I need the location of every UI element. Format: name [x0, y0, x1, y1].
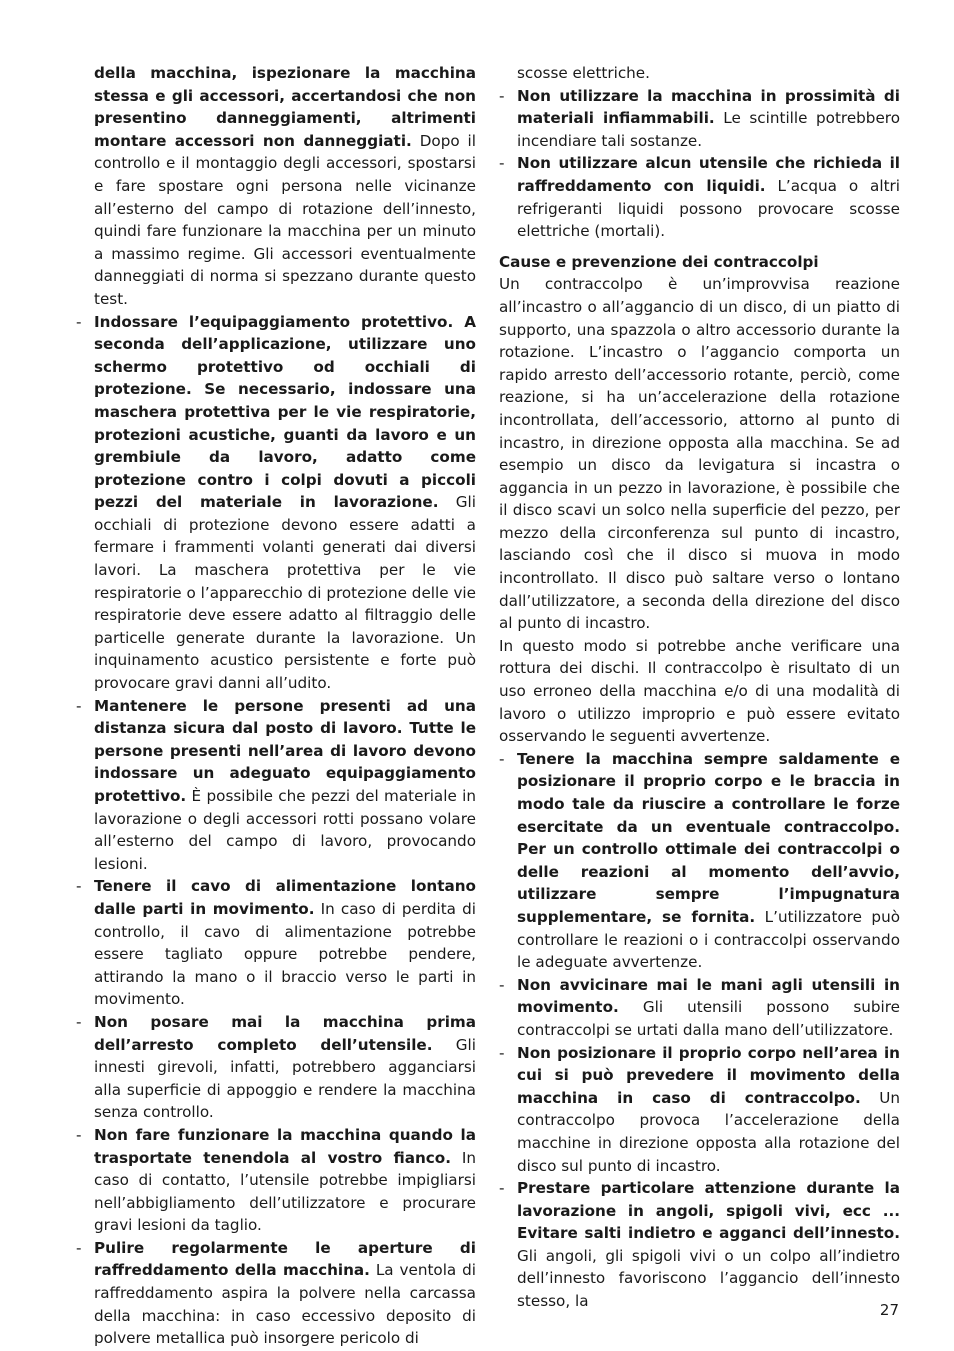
- warning-item: [499, 974, 900, 1042]
- warning-item: [76, 875, 476, 1011]
- section-heading: Cause e prevenzione dei contraccolpi: [499, 252, 819, 271]
- warning-bold: Prestare particolare attenzione durante la lavorazione in angoli, spigoli vivi, ecc ... Evitare salti indietro e agganci dell’innesto.: [517, 1179, 900, 1243]
- intro-paragraph: [76, 62, 476, 311]
- body-paragraph: Un contraccolpo è un’improvvisa reazione all’incastro o all’aggancio di un disco, di un piatto di supporto, una spazzola o altro accessorio durante la rotazione. L’incastro o l’aggancio comporta un rapido arresto dell’accessorio rotante, perciò, come reazione, si ha un’accelerazione della rotazione incontrollata, dell’accessorio, attorno al punto di incastro, in direzione opposta alla macchina. Se ad esempio un disco da levigatura si incastra o aggancia in un pezzo in lavorazione, è possibile che il disco scavi un solco nella superficie del pezzo, per mezzo della circonferenza sul punto di incastro, lasciando così che il disco si muova in modo incontrollato. Il disco può saltare verso o lontano dall’utilizzatore, a seconda della direzione del disco al punto di incastro.: [499, 275, 900, 633]
- continuation-text: scosse elettriche.: [517, 64, 650, 82]
- warning-bold: Tenere il cavo di alimentazione lontano dalle parti in movimento.: [94, 877, 476, 918]
- warning-bold: Tenere la macchina sempre saldamente e posizionare il proprio corpo e le braccia in modo tale da riuscire a controllare le forze esercitate da un eventuale contraccolpo. Per un controllo ottimale dei contraccolpi o delle reazioni al momento dell’avvio, utilizzare sempre l’impugnatura supplementare, se fornita.: [517, 749, 900, 926]
- warning-item: [76, 311, 476, 695]
- warning-text: Gli utensili possono subire contraccolpi se urtati dalla mano dell’utilizzatore.: [517, 998, 900, 1039]
- body-paragraph: In questo modo si potrebbe anche verificare una rottura dei dischi. Il contraccolpo è risultato di un uso erroneo della macchina e/o di una modalità di lavoro o utilizzo improprio e può essere evitato osservando le seguenti avvertenze.: [499, 636, 900, 746]
- dash-bullet: -: [499, 154, 505, 173]
- warning-item: [76, 1124, 476, 1237]
- warning-text: Le scintille potrebbero incendiare tali sostanze.: [517, 109, 900, 150]
- warning-item: [499, 748, 900, 974]
- warning-bold: Non avvicinare mai le mani agli utensili in movimento.: [517, 975, 900, 1017]
- dash-bullet: -: [76, 1238, 82, 1257]
- warning-item: [76, 1237, 476, 1350]
- warning-text: È possibile che pezzi del materiale in lavorazione o degli accessori rotti possano volare all’esterno del campo di lavoro, provocando lesioni.: [94, 787, 476, 873]
- warning-bold: Non utilizzare la macchina in prossimità di materiali infiammabili.: [517, 86, 900, 128]
- warning-text: L’utilizzatore può controllare le reazioni o i contraccolpi osservando le adeguate avvertenze.: [517, 907, 900, 972]
- dash-bullet: -: [499, 749, 505, 768]
- warning-bold: Non fare funzionare la macchina quando la trasportate tenendola al vostro fianco.: [94, 1125, 476, 1167]
- right-column: [499, 62, 900, 1313]
- warning-bold: Pulire regolarmente le aperture di raffreddamento della macchina.: [94, 1238, 476, 1280]
- dash-bullet: -: [76, 1125, 82, 1144]
- dash-bullet: -: [76, 1012, 82, 1031]
- page-number: 27: [879, 1301, 899, 1319]
- warning-text: L’acqua o altri refrigeranti liquidi possono provocare scosse elettriche (mortali).: [517, 176, 900, 241]
- warning-bold: Non utilizzare alcun utensile che richieda il raffreddamento con liquidi.: [517, 154, 900, 195]
- dash-bullet: -: [499, 1179, 505, 1198]
- left-column: [76, 62, 476, 1350]
- warning-text: Gli occhiali di protezione devono essere adatti a fermare i frammenti volanti generati dai diversi lavori. La maschera protettiva per le vie respiratorie o l’apparecchio di protezione delle vie respiratorie deve essere adatto al filtraggio delle particelle generate durante la lavorazione. Un inquinamento acustico persistente e forte può provocare gravi danni all’udito.: [94, 493, 476, 693]
- warning-item: [76, 1011, 476, 1124]
- warning-item: [76, 695, 476, 876]
- warning-text: In caso di contatto, l’utensile potrebbe impigliarsi nell’abbigliamento dell’utilizzatore e procurare gravi lesioni da taglio.: [94, 1148, 476, 1235]
- warning-bold: Non posizionare il proprio corpo nell’area in cui si può prevedere il movimento della macchina in caso di contraccolpo.: [517, 1043, 900, 1107]
- warning-text: In caso di perdita di controllo, il cavo di alimentazione potrebbe essere tagliato oppure potrebbe pendere, attirando la mano o il braccio verso le parti in movimento.: [94, 899, 476, 1009]
- warning-text: Gli innesti girevoli, infatti, potrebbero agganciarsi alla superficie di appoggio e rendere la macchina senza controllo.: [94, 1035, 476, 1122]
- warning-text: La ventola di raffreddamento aspira la polvere nella carcassa della macchina: in caso eccessivo deposito di polvere metallica può insorgere pericolo di: [94, 1261, 476, 1348]
- warning-item: [499, 1042, 900, 1178]
- warning-bold: Indossare l’equipaggiamento protettivo. A seconda dell’applicazione, utilizzare uno schermo protettivo od occhiali di protezione. Se necessario, indossare una maschera protettiva per le vie respiratorie, protezioni acustiche, guanti da lavoro e un grembiule da lavoro, adatto come protezione contro i colpi dovuti a piccoli pezzi del materiale in lavorazione.: [94, 312, 476, 512]
- dash-bullet: -: [76, 696, 82, 715]
- warning-item: [499, 1177, 900, 1313]
- intro-text: Dopo il controllo e il montaggio degli accessori, spostarsi e fare spostare ogni persona nelle vicinanze all’esterno del campo di rotazione dell’innesto, quindi fare funzionare la macchina per un minuto a massimo regime. Gli accessori eventualmente danneggiati di norma si spezzano durante questo test.: [94, 131, 476, 308]
- dash-bullet: -: [499, 975, 505, 994]
- warning-bold: Mantenere le persone presenti ad una distanza sicura dal posto di lavoro. Tutte le persone presenti nell’area di lavoro devono indossare un adeguato equipaggiamento protettivo.: [94, 696, 476, 805]
- dash-bullet: -: [499, 1043, 505, 1062]
- warning-item: [499, 85, 900, 153]
- dash-bullet: -: [499, 86, 505, 105]
- warning-item: [499, 152, 900, 242]
- warning-bold: Non posare mai la macchina prima dell’arresto completo dell’utensile.: [94, 1012, 476, 1054]
- intro-bold: della macchina, ispezionare la macchina stessa e gli accessori, accertandosi che non presentino danneggiamenti, altrimenti montare accessori non danneggiati.: [94, 64, 476, 150]
- warning-text: Gli angoli, gli spigoli vivi o un colpo all’indietro dell’innesto favoriscono l’aggancio dell’innesto stesso, la: [517, 1246, 900, 1311]
- dash-bullet: -: [76, 877, 82, 896]
- warning-text: Un contraccolpo provoca l’accelerazione della macchine in direzione opposta alla rotazione del disco sul punto di incastro.: [517, 1088, 900, 1175]
- dash-bullet: -: [76, 312, 82, 331]
